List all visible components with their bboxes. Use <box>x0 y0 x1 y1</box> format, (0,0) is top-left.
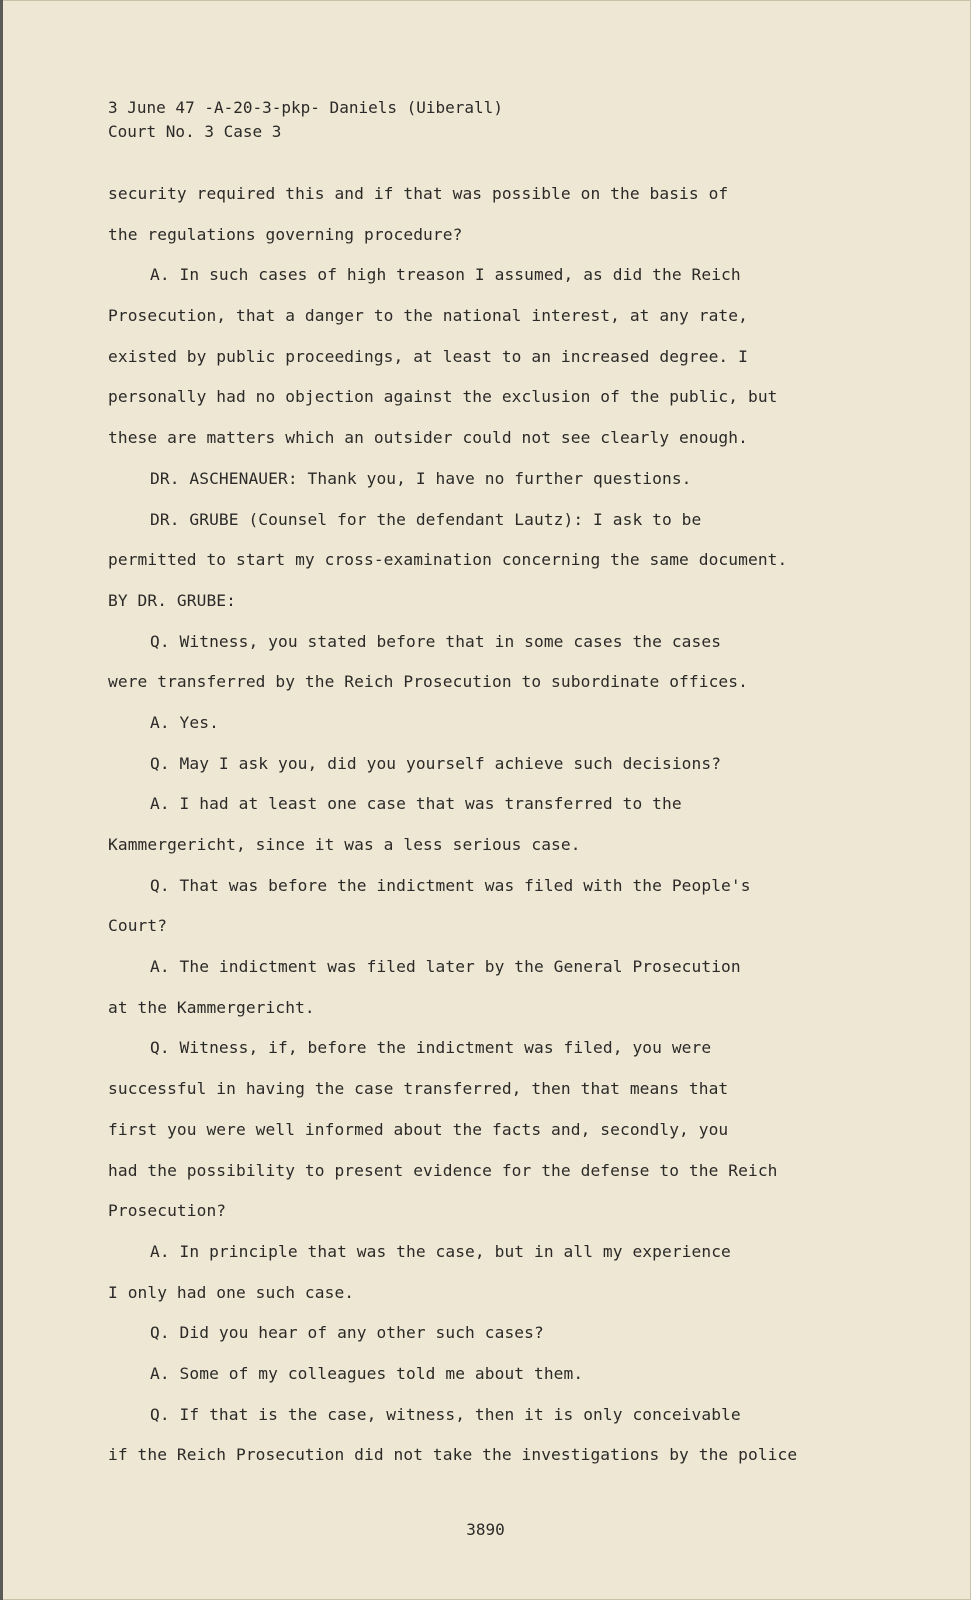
transcript-line: these are matters which an outsider could not see clearly enough. <box>108 428 748 448</box>
page-number: 3890 <box>466 1520 505 1539</box>
transcript-line: first you were well informed about the facts and, secondly, you <box>108 1119 729 1139</box>
transcript-line: existed by public proceedings, at least to an increased degree. I <box>108 346 748 366</box>
transcript-line: BY DR. GRUBE: <box>108 590 236 610</box>
transcript-line: I only had one such case. <box>108 1282 355 1302</box>
transcript-line: Prosecution? <box>108 1201 227 1221</box>
transcript-line: Q. Witness, if, before the indictment was filed, you were <box>150 1038 712 1058</box>
transcript-line: Court? <box>108 916 168 936</box>
transcript-line: Prosecution, that a danger to the national interest, at any rate, <box>108 306 748 326</box>
header-line-1: 3 June 47 -A-20-3-pkp- Daniels (Uiberall) <box>108 98 503 117</box>
transcript-line: Q. May I ask you, did you yourself achieve such decisions? <box>150 753 722 773</box>
transcript-line: A. I had at least one case that was transferred to the <box>150 794 682 814</box>
scan-edge <box>0 0 3 1600</box>
transcript-line: personally had no objection against the exclusion of the public, but <box>108 387 778 407</box>
transcript-line: the regulations governing procedure? <box>108 224 463 244</box>
transcript-line: A. In principle that was the case, but in all my experience <box>150 1241 731 1261</box>
transcript-line: Q. Did you hear of any other such cases? <box>150 1323 544 1343</box>
transcript-line: A. In such cases of high treason I assumed, as did the Reich <box>150 265 741 285</box>
page-header <box>108 96 503 144</box>
transcript-line: had the possibility to present evidence for the defense to the Reich <box>108 1160 778 1180</box>
transcript-line: DR. GRUBE (Counsel for the defendant Lautz): I ask to be <box>150 509 702 529</box>
transcript-line: Kammergericht, since it was a less serious case. <box>108 835 581 854</box>
transcript-line: successful in having the case transferred, then that means that <box>108 1079 729 1099</box>
transcript-line: Q. If that is the case, witness, then it is only conceivable <box>150 1404 741 1424</box>
transcript-body <box>108 174 848 1476</box>
transcript-line: A. The indictment was filed later by the General Prosecution <box>150 957 741 977</box>
transcript-line: Q. Witness, you stated before that in some cases the cases <box>150 631 722 651</box>
transcript-line: security required this and if that was possible on the basis of <box>108 184 729 203</box>
transcript-line: A. Yes. <box>150 712 219 732</box>
header-line-2: Court No. 3 Case 3 <box>108 122 282 141</box>
transcript-line: permitted to start my cross-examination concerning the same document. <box>108 550 788 570</box>
transcript-line: were transferred by the Reich Prosecution to subordinate offices. <box>108 672 748 692</box>
transcript-line: if the Reich Prosecution did not take the investigations by the police <box>108 1445 798 1465</box>
transcript-line: Q. That was before the indictment was filed with the People's <box>150 875 751 895</box>
transcript-line: at the Kammergericht. <box>108 997 315 1017</box>
transcript-line: DR. ASCHENAUER: Thank you, I have no further questions. <box>150 468 692 488</box>
transcript-line: A. Some of my colleagues told me about them. <box>150 1363 584 1383</box>
